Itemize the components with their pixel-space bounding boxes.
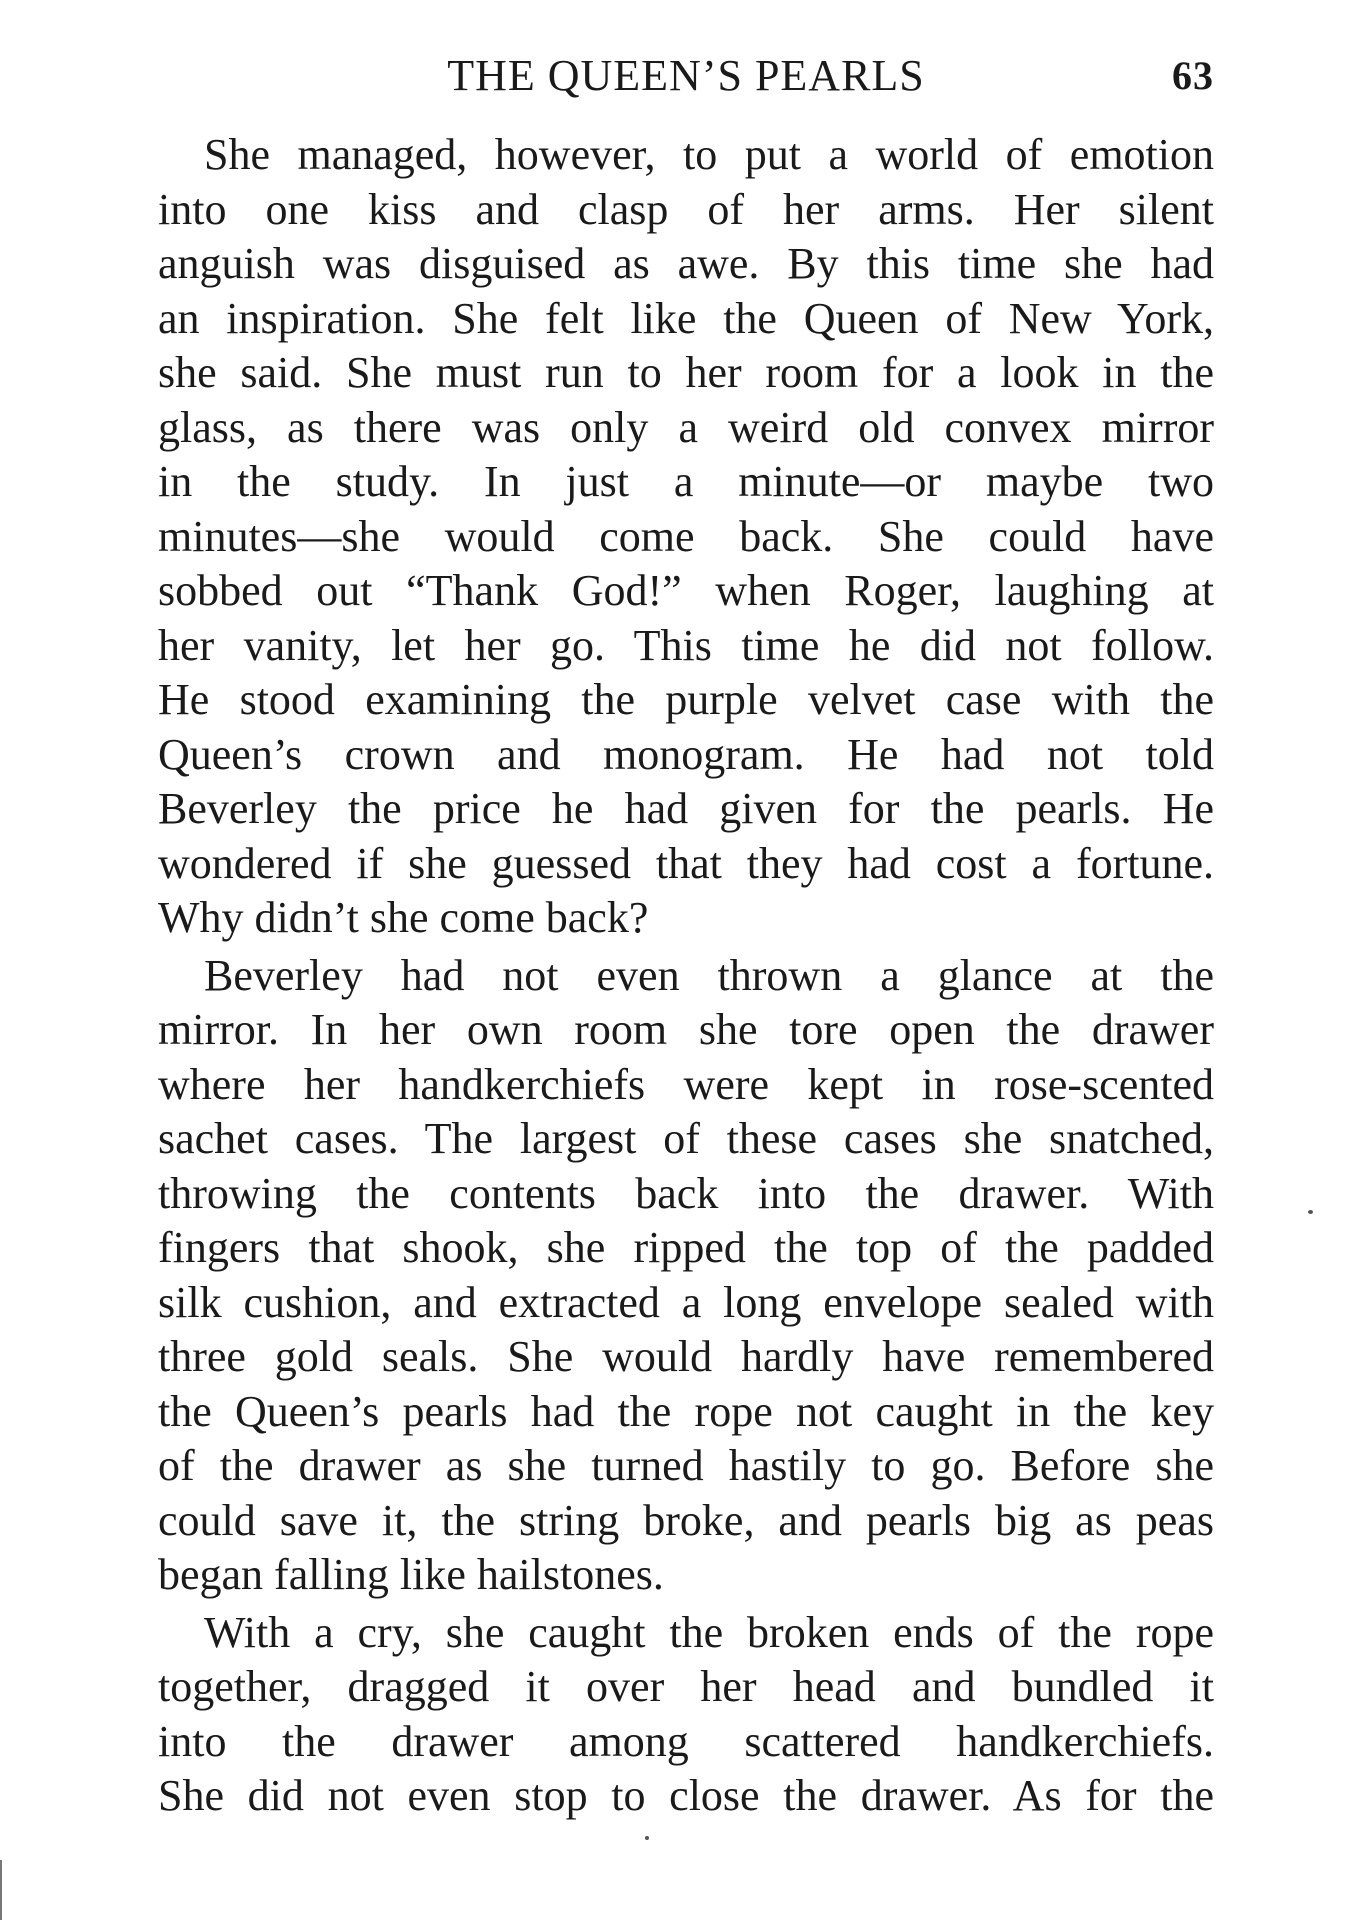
text-line: three gold seals. She would hardly have remembered xyxy=(158,1332,1214,1381)
text-line: Beverley had not even thrown a glance at the xyxy=(204,950,1214,1000)
text-line: an inspiration. She felt like the Queen of New York, xyxy=(158,293,1214,343)
text-line: she said. She must run to her room for a look in the xyxy=(158,348,1214,397)
text-line: her vanity, let her go. This time he did not follow. xyxy=(158,620,1214,670)
text-line: could save it, the string broke, and pearls big as peas xyxy=(158,1495,1214,1545)
text-line: Why didn’t she come back? xyxy=(158,893,649,942)
text-line: together, dragged it over her head and bundled it xyxy=(158,1662,1214,1711)
text-line: fingers that shook, she ripped the top of the padded xyxy=(158,1223,1214,1272)
text-line: She did not even stop to close the drawer. As for the xyxy=(158,1771,1214,1820)
text-line: Beverley the price he had given for the pearls. He xyxy=(158,784,1214,833)
text-line: glass, as there was only a weird old convex mirror xyxy=(158,402,1214,452)
text-line: of the drawer as she turned hastily to go. Before she xyxy=(158,1441,1214,1490)
text-line: where her handkerchiefs were kept in rose-scented xyxy=(158,1059,1214,1109)
text-line: in the study. In just a minute—or maybe two xyxy=(158,457,1214,506)
text-line: sobbed out “Thank God!” when Roger, laughing at xyxy=(158,566,1214,615)
text-line: sachet cases. The largest of these cases she snatched, xyxy=(158,1114,1214,1163)
running-head xyxy=(158,46,1214,106)
paragraph-3 xyxy=(158,1606,1214,1824)
running-title: THE QUEEN’S PEARLS xyxy=(447,51,925,100)
text-line: She managed, however, to put a world of emotion xyxy=(204,130,1214,179)
paragraph-1 xyxy=(158,128,1214,946)
body-text xyxy=(158,128,1214,1827)
print-speck xyxy=(645,1836,649,1840)
page-edge-mark xyxy=(0,1860,2,1920)
text-line: into one kiss and clasp of her arms. Her silent xyxy=(158,184,1214,234)
text-line: He stood examining the purple velvet case with the xyxy=(158,675,1214,724)
text-line: throwing the contents back into the drawer. With xyxy=(158,1168,1214,1218)
text-line: into the drawer among scattered handkerchiefs. xyxy=(158,1716,1214,1766)
text-line: anguish was disguised as awe. By this time she had xyxy=(158,239,1214,288)
paragraph-2 xyxy=(158,949,1214,1603)
print-speck xyxy=(1308,1210,1313,1214)
text-line: mirror. In her own room she tore open the drawer xyxy=(158,1005,1214,1054)
text-line: Queen’s crown and monogram. He had not told xyxy=(158,729,1214,779)
text-line: silk cushion, and extracted a long envelope sealed with xyxy=(158,1277,1214,1327)
text-line: began falling like hailstones. xyxy=(158,1550,664,1599)
page-number: 63 xyxy=(1172,53,1214,98)
text-line: minutes—she would come back. She could have xyxy=(158,511,1214,561)
text-line: wondered if she guessed that they had cost a fortune. xyxy=(158,838,1214,888)
text-line: the Queen’s pearls had the rope not caught in the key xyxy=(158,1386,1214,1436)
text-line: With a cry, she caught the broken ends of the rope xyxy=(204,1607,1214,1657)
